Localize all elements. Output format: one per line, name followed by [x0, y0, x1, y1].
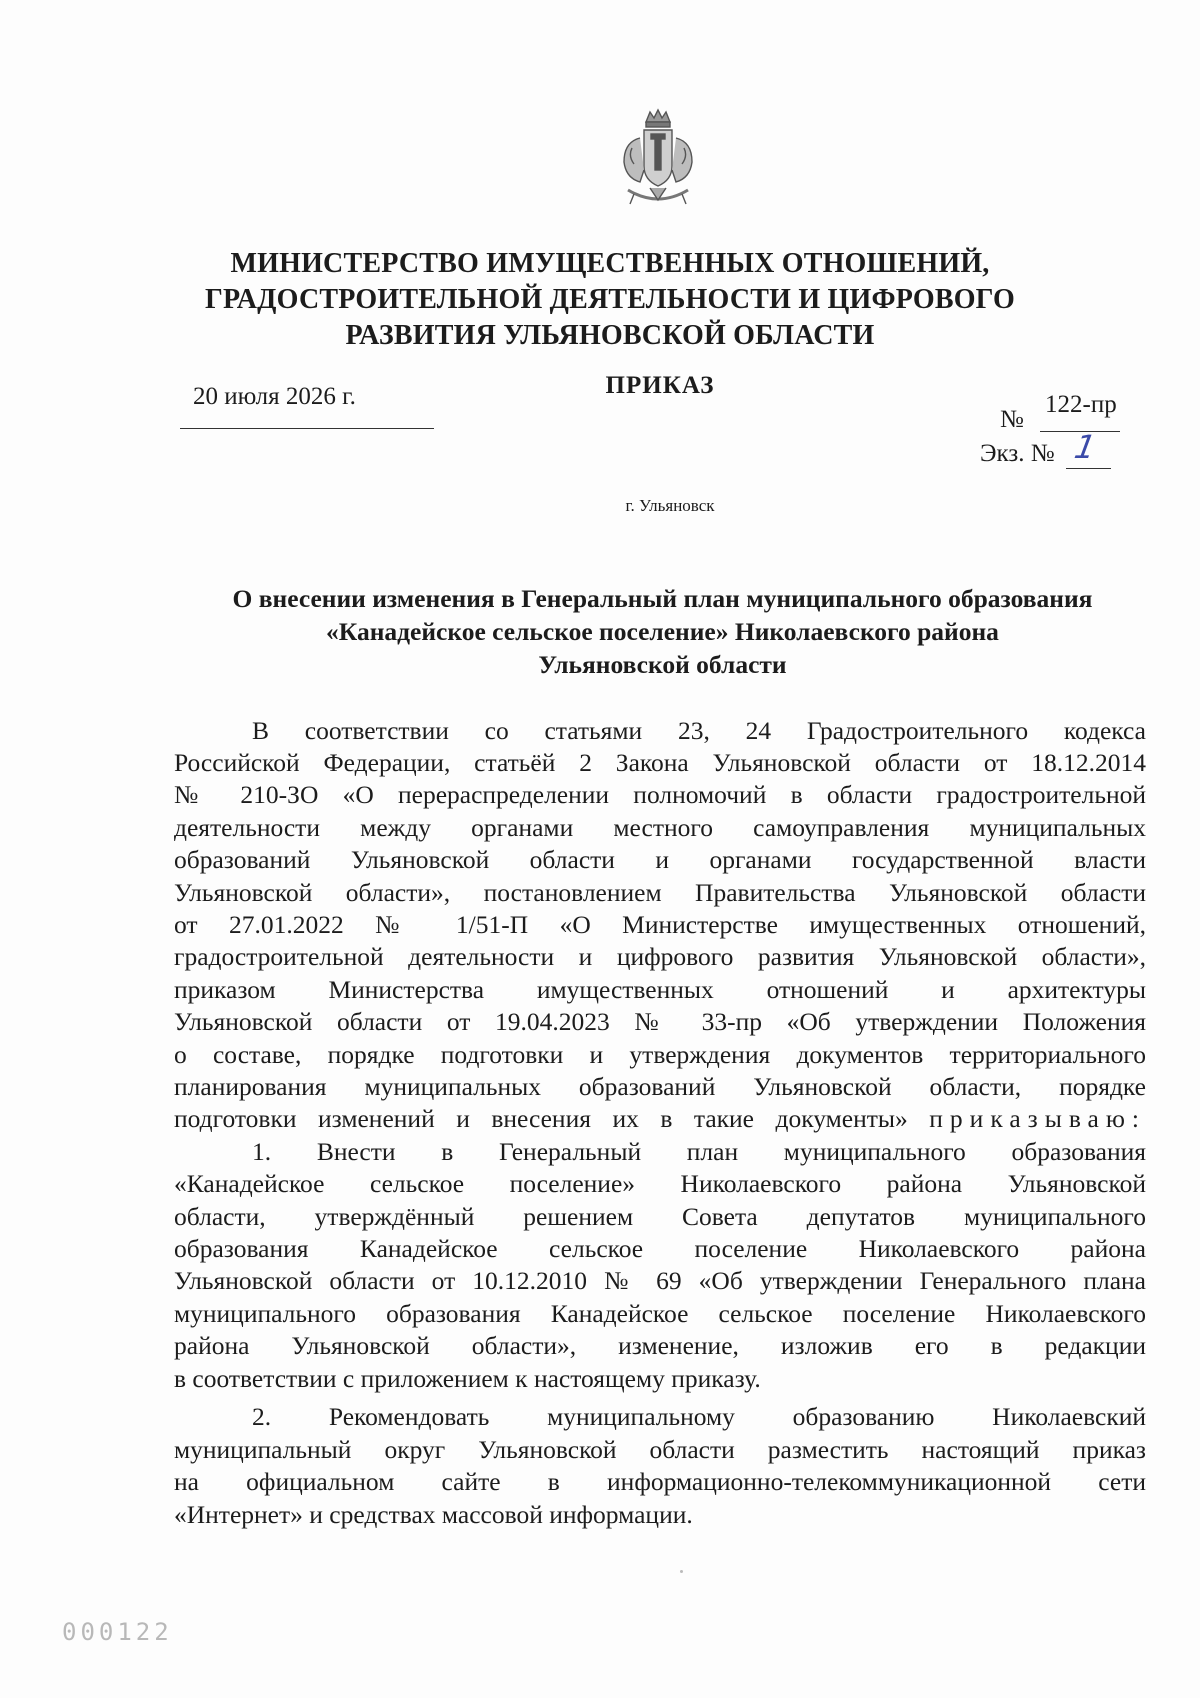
clause-2-line: на официальном сайте в информационно-телекоммуникационной сети: [174, 1467, 1146, 1496]
body-line: планирования муниципальных образований Ульяновской области, порядке: [174, 1072, 1146, 1101]
clause-1-line: образования Канадейское сельское поселение Николаевского района: [174, 1234, 1146, 1263]
ministry-name-line: ГРАДОСТРОИТЕЛЬНОЙ ДЕЯТЕЛЬНОСТИ И ЦИФРОВОГО: [205, 284, 1015, 315]
ministry-name-line: МИНИСТЕРСТВО ИМУЩЕСТВЕННЫХ ОТНОШЕНИЙ,: [230, 248, 990, 279]
document-title-line: «Канадейское сельское поселение» Николаевского района: [326, 617, 999, 646]
copy-underline: [1066, 468, 1111, 469]
copy-number-handwritten: 1: [1071, 428, 1099, 466]
coat-of-arms-icon: [610, 108, 706, 214]
body-line: деятельности между органами местного самоуправления муниципальных: [174, 813, 1146, 842]
clause-1-line: области, утверждённый решением Совета депутатов муниципального: [174, 1202, 1146, 1231]
clause-1-line: района Ульяновской области», изменение, изложив его в редакции: [174, 1331, 1146, 1360]
clause-1-line: в соответствии с приложением к настоящему приказу.: [174, 1364, 761, 1393]
ministry-name-line: РАЗВИТИЯ УЛЬЯНОВСКОЙ ОБЛАСТИ: [345, 320, 875, 351]
document-number: 122-пр: [1045, 391, 1117, 418]
body-line: Ульяновской области», постановлением Правительства Ульяновской области: [174, 878, 1146, 907]
city: г. Ульяновск: [625, 496, 715, 515]
copy-label: Экз. №: [980, 440, 1055, 467]
number-sign: №: [1000, 406, 1024, 433]
date-underline: [180, 428, 434, 429]
body-line-with-order: [174, 1103, 1146, 1136]
clause-1-line: Ульяновской области от 10.12.2010 № 69 «Об утверждении Генерального плана: [174, 1266, 1146, 1295]
clause-2-line: 2. Рекомендовать муниципальному образованию Николаевский: [252, 1402, 1146, 1431]
body-line: Российской Федерации, статьёй 2 Закона Ульяновской области от 18.12.2014: [174, 748, 1146, 777]
body-line: образований Ульяновской области и органами государственной власти: [174, 845, 1146, 874]
clause-1-line: «Канадейское сельское поселение» Николаевского района Ульяновской: [174, 1169, 1146, 1198]
body-line: Ульяновской области от 19.04.2023 № 33-пр «Об утверждении Положения: [174, 1007, 1146, 1036]
document-date: 20 июля 2026 г.: [193, 383, 356, 410]
clause-2-line: муниципальный округ Ульяновской области разместить настоящий приказ: [174, 1435, 1146, 1464]
clause-2-line: «Интернет» и средствах массовой информации.: [174, 1500, 693, 1529]
document-type: ПРИКАЗ: [605, 372, 715, 399]
clause-1-line: муниципального образования Канадейское сельское поселение Николаевского: [174, 1299, 1146, 1328]
body-line: градостроительной деятельности и цифрового развития Ульяновской области»,: [174, 942, 1146, 971]
body-line: приказом Министерства имущественных отношений и архитектуры: [174, 975, 1146, 1004]
stamp-number: 000122: [62, 1618, 173, 1646]
body-line: о составе, порядке подготовки и утверждения документов территориального: [174, 1040, 1146, 1069]
document-title-line: Ульяновской области: [538, 650, 787, 679]
body-line: № 210-ЗО «О перераспределении полномочий в области градостроительной: [174, 780, 1146, 809]
body-line-text: подготовки изменений и внесения их в такие документы»: [174, 1104, 908, 1133]
scan-speck: [680, 1570, 683, 1573]
body-line: В соответствии со статьями 23, 24 Градостроительного кодекса: [252, 716, 1146, 745]
body-line: от 27.01.2022 № 1/51-П «О Министерстве имущественных отношений,: [174, 910, 1146, 939]
document-title-line: О внесении изменения в Генеральный план муниципального образования: [232, 584, 1093, 613]
clause-1-line: 1. Внести в Генеральный план муниципального образования: [252, 1137, 1146, 1166]
order-word: приказываю:: [929, 1104, 1147, 1133]
